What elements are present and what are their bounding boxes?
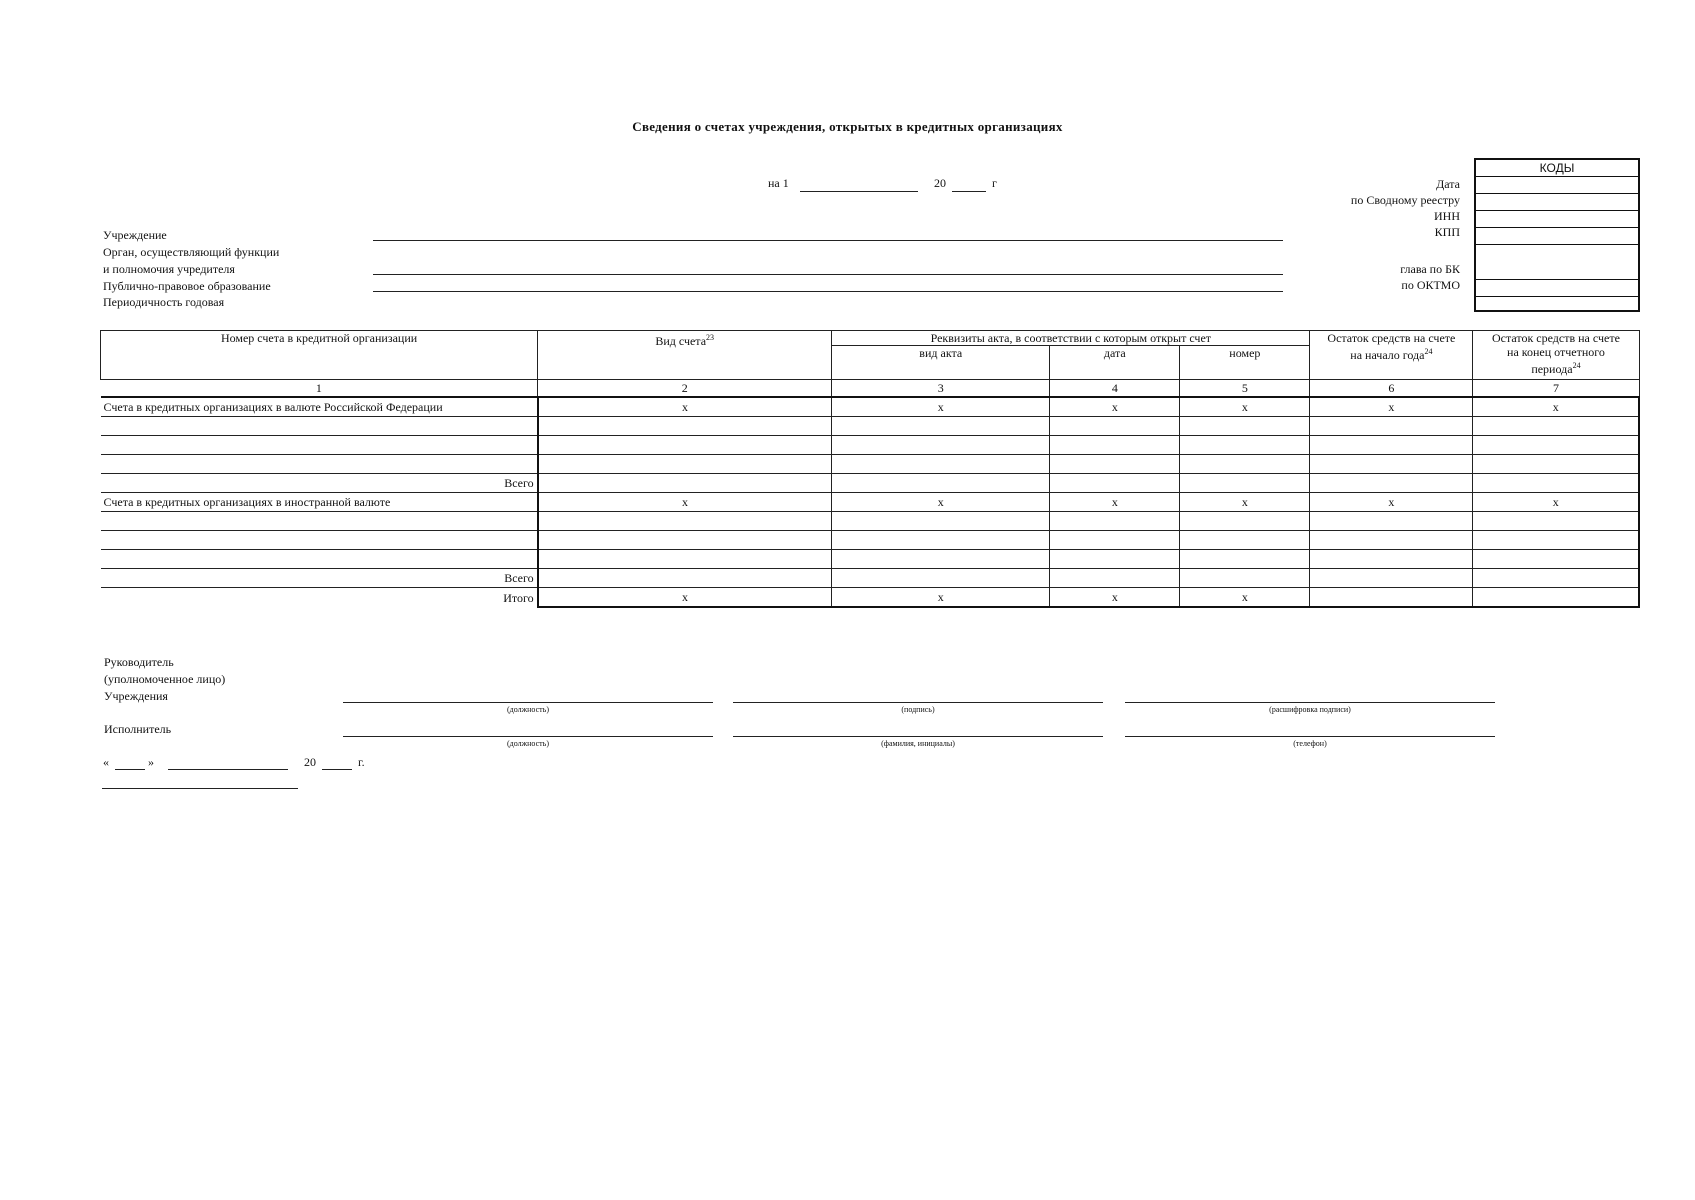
date-year-field[interactable]	[952, 191, 986, 192]
cell-x: x	[1180, 493, 1310, 512]
input-cell[interactable]	[832, 455, 1050, 474]
label-public-entity: Публично-правовое образование	[103, 279, 271, 293]
cell-x: x	[538, 397, 832, 417]
head-decode-field[interactable]	[1125, 702, 1495, 703]
code-label-kpp: КПП	[1434, 225, 1460, 239]
header-act-details: Реквизиты акта, в соответствии с которым открыт счет	[832, 331, 1310, 346]
column-number: 3	[832, 380, 1050, 398]
executor-name-field[interactable]	[733, 736, 1103, 737]
header-account-type: Вид счета$^{23}$	[538, 331, 832, 380]
date-prefix: на 1	[768, 176, 789, 190]
input-cell[interactable]	[1473, 474, 1639, 493]
head-position-field[interactable]	[343, 702, 713, 703]
executor-phone-field[interactable]	[1125, 736, 1495, 737]
header-act-date: дата	[1050, 346, 1180, 380]
quote-close: »	[148, 755, 154, 769]
input-cell[interactable]	[1310, 550, 1473, 569]
column-number: 6	[1310, 380, 1473, 398]
header-account-number: Номер счета в кредитной организации	[101, 331, 538, 380]
label-organ-line1: Орган, осуществляющий функции	[103, 245, 280, 259]
input-cell[interactable]	[101, 531, 538, 550]
input-cell[interactable]	[1050, 550, 1180, 569]
input-cell[interactable]	[1473, 436, 1639, 455]
cell-x: x	[832, 493, 1050, 512]
cell-x: x	[832, 588, 1050, 608]
code-cell-bk[interactable]	[1476, 245, 1638, 280]
input-cell[interactable]	[832, 474, 1050, 493]
header-act-type: вид акта	[832, 346, 1050, 380]
column-number: 5	[1180, 380, 1310, 398]
caption-name: (фамилия, инициалы)	[881, 739, 955, 748]
page-title: Сведения о счетах учреждения, открытых в кредитных организациях	[632, 119, 1063, 134]
cell-x: x	[1473, 493, 1639, 512]
table-row	[101, 550, 1640, 569]
code-cell-oktmo[interactable]	[1476, 280, 1638, 297]
input-cell[interactable]	[832, 550, 1050, 569]
input-cell[interactable]	[832, 436, 1050, 455]
code-label-oktmo: по ОКТМО	[1401, 278, 1460, 292]
footer-year-field[interactable]	[322, 769, 352, 770]
cell-x: x	[1050, 493, 1180, 512]
input-cell[interactable]	[101, 512, 538, 531]
label-head-line1: Руководитель	[104, 655, 174, 669]
cell-x: x	[1050, 397, 1180, 417]
caption-phone: (телефон)	[1293, 739, 1327, 748]
cell-x: x	[1050, 588, 1180, 608]
label-executor: Исполнитель	[104, 722, 172, 736]
section-row-foreign	[101, 493, 1640, 512]
cell-x: x	[832, 397, 1050, 417]
input-cell[interactable]	[1050, 455, 1180, 474]
total-row-foreign	[101, 569, 1640, 588]
input-cell[interactable]	[101, 417, 538, 436]
cell-x: x	[538, 493, 832, 512]
input-cell[interactable]	[538, 417, 832, 436]
code-label-registry: по Сводному реестру	[1350, 193, 1460, 207]
input-cell[interactable]	[538, 550, 832, 569]
cell-x: x	[1310, 493, 1473, 512]
input-cell[interactable]	[1050, 417, 1180, 436]
codes-box	[1474, 158, 1640, 312]
grand-total-row	[101, 588, 1640, 608]
input-cell[interactable]	[1050, 474, 1180, 493]
column-number: 7	[1473, 380, 1639, 398]
input-cell[interactable]	[1050, 436, 1180, 455]
codes-header: КОДЫ	[1476, 160, 1638, 177]
column-number: 1	[101, 380, 538, 398]
accounts-table	[100, 330, 1640, 608]
input-cell[interactable]	[1473, 588, 1639, 608]
input-cell[interactable]	[538, 569, 832, 588]
input-cell[interactable]	[1180, 455, 1310, 474]
footer-day-field[interactable]	[115, 769, 145, 770]
input-cell[interactable]	[1473, 512, 1639, 531]
organ-field[interactable]	[373, 274, 1283, 275]
grand-total-label: Итого	[101, 588, 538, 608]
input-cell[interactable]	[1473, 569, 1639, 588]
caption-signature: (подпись)	[901, 705, 935, 714]
input-cell[interactable]	[1310, 569, 1473, 588]
label-head-line2: (уполномоченное лицо)	[104, 672, 226, 686]
footer-year-suffix: г.	[358, 755, 365, 769]
input-cell[interactable]	[1310, 417, 1473, 436]
code-cell-periodicity[interactable]	[1476, 297, 1638, 313]
input-cell[interactable]	[1473, 531, 1639, 550]
input-cell[interactable]	[1473, 455, 1639, 474]
input-cell[interactable]	[1050, 569, 1180, 588]
institution-field[interactable]	[373, 240, 1283, 241]
input-cell[interactable]	[101, 436, 538, 455]
input-cell[interactable]	[1310, 512, 1473, 531]
input-cell[interactable]	[832, 569, 1050, 588]
input-cell[interactable]	[1180, 531, 1310, 550]
cell-x: x	[538, 588, 832, 608]
code-cell-registry[interactable]	[1476, 194, 1638, 211]
input-cell[interactable]	[1180, 436, 1310, 455]
input-cell[interactable]	[1180, 417, 1310, 436]
total-label: Всего	[101, 474, 538, 493]
footer-separator	[102, 788, 298, 789]
caption-position: (должность)	[507, 739, 549, 748]
date-year-suffix: г	[992, 176, 997, 190]
table-row	[101, 512, 1640, 531]
footer-month-field[interactable]	[168, 769, 288, 770]
table-row	[101, 417, 1640, 436]
label-head-line3: Учреждения	[104, 689, 168, 703]
input-cell[interactable]	[538, 436, 832, 455]
input-cell[interactable]	[1310, 474, 1473, 493]
input-cell[interactable]	[832, 512, 1050, 531]
input-cell[interactable]	[101, 455, 538, 474]
input-cell[interactable]	[1180, 550, 1310, 569]
caption-position: (должность)	[507, 705, 549, 714]
input-cell[interactable]	[1310, 531, 1473, 550]
code-cell-inn[interactable]	[1476, 211, 1638, 228]
section-row-rub	[101, 397, 1640, 417]
section-label-foreign: Счета в кредитных организациях в иностранной валюте	[101, 493, 538, 512]
quote-open: «	[103, 755, 109, 769]
table-row	[101, 436, 1640, 455]
code-cell-date[interactable]	[1476, 177, 1638, 194]
footer-year-prefix: 20	[304, 755, 316, 769]
label-institution: Учреждение	[103, 228, 167, 242]
input-cell[interactable]	[1473, 417, 1639, 436]
input-cell[interactable]	[101, 550, 538, 569]
input-cell[interactable]	[1180, 569, 1310, 588]
input-cell[interactable]	[1050, 512, 1180, 531]
code-cell-kpp[interactable]	[1476, 228, 1638, 245]
cell-x: x	[1180, 588, 1310, 608]
input-cell[interactable]	[538, 474, 832, 493]
input-cell[interactable]	[538, 455, 832, 474]
section-label-rub: Счета в кредитных организациях в валюте Российской Федерации	[101, 397, 538, 417]
input-cell[interactable]	[1310, 455, 1473, 474]
input-cell[interactable]	[1180, 512, 1310, 531]
date-year-prefix: 20	[934, 176, 946, 190]
executor-position-field[interactable]	[343, 736, 713, 737]
date-day-month-field[interactable]	[800, 191, 918, 192]
input-cell[interactable]	[1473, 550, 1639, 569]
input-cell[interactable]	[832, 531, 1050, 550]
label-organ-line2: и полномочия учредителя	[103, 262, 235, 276]
input-cell[interactable]	[1310, 436, 1473, 455]
cell-x: x	[1473, 397, 1639, 417]
input-cell[interactable]	[1180, 474, 1310, 493]
input-cell[interactable]	[1310, 588, 1473, 608]
header-balance-end: Остаток средств на счете на конец отчетного периода$^{24}$	[1473, 331, 1639, 380]
code-label-bk: глава по БК	[1400, 262, 1460, 276]
label-periodicity: Периодичность годовая	[103, 295, 225, 309]
input-cell[interactable]	[832, 417, 1050, 436]
public-entity-field[interactable]	[373, 291, 1283, 292]
header-act-number: номер	[1180, 346, 1310, 380]
total-row-rub	[101, 474, 1640, 493]
input-cell[interactable]	[538, 512, 832, 531]
table-row	[101, 455, 1640, 474]
column-number: 2	[538, 380, 832, 398]
caption-decode: (расшифровка подписи)	[1269, 705, 1351, 714]
header-balance-start: Остаток средств на счете на начало года$^{24}$	[1310, 331, 1473, 380]
cell-x: x	[1310, 397, 1473, 417]
code-label-inn: ИНН	[1434, 209, 1460, 223]
input-cell[interactable]	[1050, 531, 1180, 550]
input-cell[interactable]	[538, 531, 832, 550]
column-number: 4	[1050, 380, 1180, 398]
code-label-date: Дата	[1436, 177, 1460, 191]
cell-x: x	[1180, 397, 1310, 417]
table-row	[101, 531, 1640, 550]
total-label: Всего	[101, 569, 538, 588]
head-signature-field[interactable]	[733, 702, 1103, 703]
